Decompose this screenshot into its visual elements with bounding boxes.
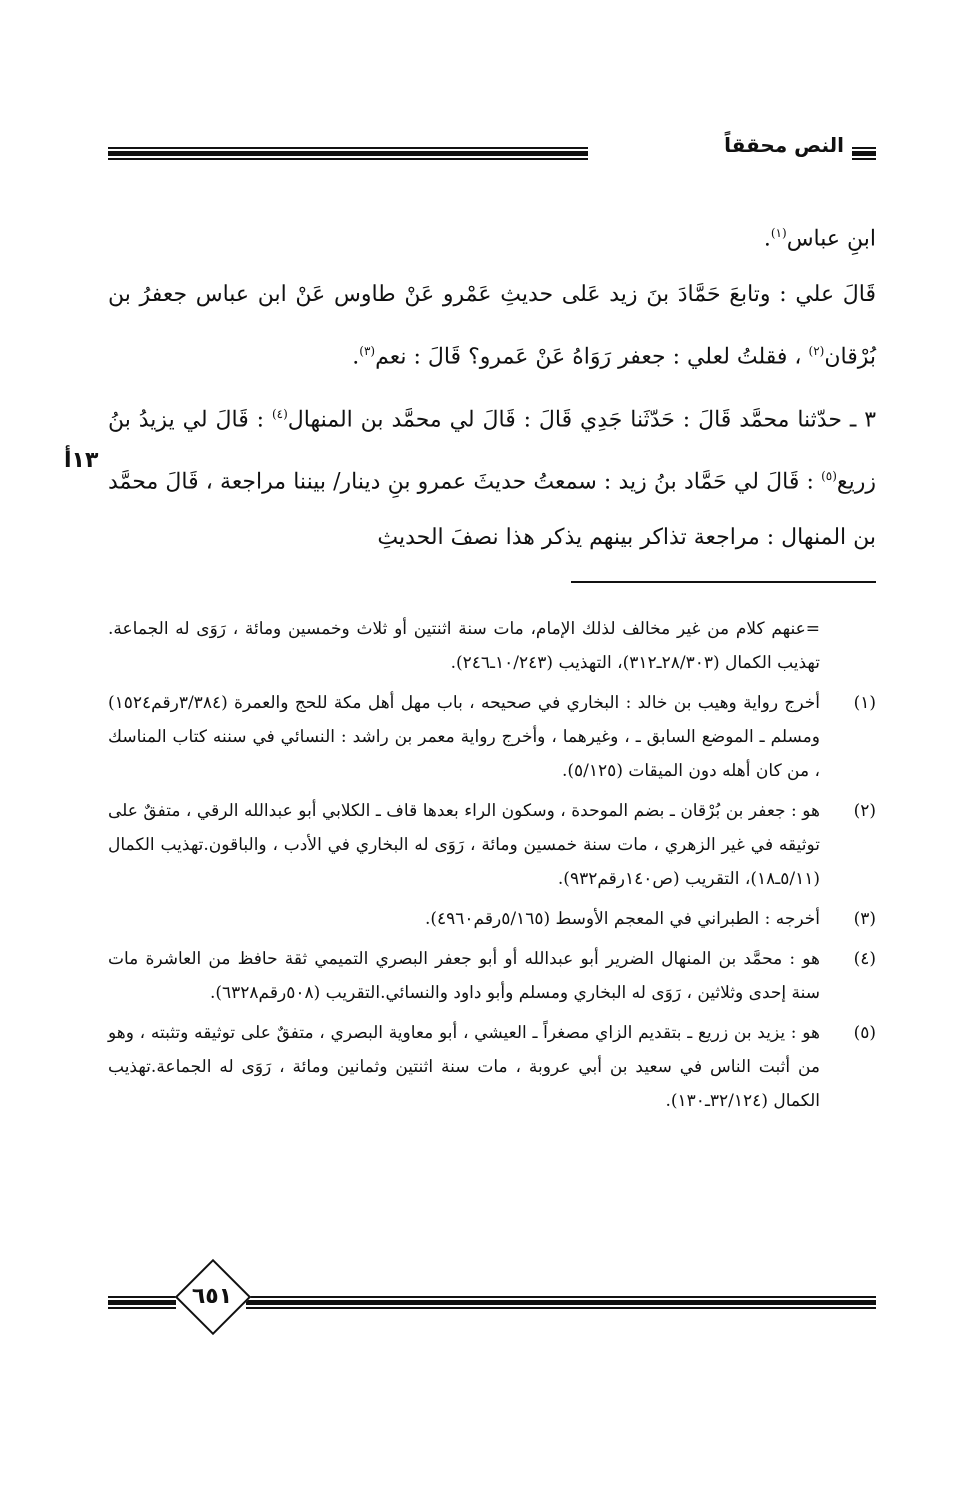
footnote-text: هو : جعفر بن بُرْقان ـ بضم الموحدة ، وسكون الراء بعدها قاف ـ الكلابي أبو عبدالله الرقي ، متفقٌ على توثيقه في غير الزهري ، مات سنة خمسين ومائة ، رَوَى له البخاري في الأدب ، والباقون.تهذيب الكمال (٥/١١ـ١٨)، التقريب (ص١٤٠رقم٩٣٢). bbox=[108, 801, 820, 889]
footnote-ref-2: (٢) bbox=[808, 344, 825, 359]
footnote-number: (٥) bbox=[853, 1023, 876, 1043]
footnote-text: هو : محمَّد بن المنهال الضرير أبو عبدالله أو أبو جعفر البصري التميمي ثقة حافظ من العاشرة مات سنة إحدى وثلاثين ، رَوَى له البخاري ومسلم وأبو داود والنسائي.التقريب (٥٠٨رقم٦٣٢٨). bbox=[108, 949, 820, 1003]
footnote-text: أخرجه : الطبراني في المعجم الأوسط (٥/١٦٥رقم٤٩٦٠). bbox=[424, 909, 820, 929]
paragraph-3-text-c: : قَالَ لي حَمَّاد بنُ زيد : سمعتُ حديثَ عمرو بنِ دينار/ بيننا مراجعة ، قَالَ محمَّد بن المنهال : مراجعة تذاكر بينهم يذكر هذا نصفَ الحديثِ bbox=[108, 469, 876, 551]
paragraph-2 bbox=[108, 267, 876, 385]
footnote-number: (٣) bbox=[853, 909, 876, 929]
paragraph-3 bbox=[108, 386, 876, 567]
header-rule-right bbox=[852, 147, 876, 162]
footnote-text: أخرج رواية وهيب بن خالد : البخاري في صحيحه ، باب مهل أهل مكة للحج والعمرة (٣/٣٨٤رقم١٥٢٤) ومسلم ـ الموضع السابق ـ ، وغيرهما ، وأخرج رواية معمر بن راشد : النسائي في سننه كتاب المناسك ، من كان أهله دون الميقات (٥/١٢٥). bbox=[108, 693, 820, 781]
footnote-ref-4: (٤) bbox=[271, 406, 288, 421]
paragraph-1-end: . bbox=[763, 226, 771, 252]
paragraph-2-text-a: قَالَ علي : وتابعَ حَمَّادَ بنَ زيد عَلى حديثِ عَمْرو عَنْ طاوس عَنْ ابن عباس جعفرُ بن بُرْقان bbox=[108, 282, 876, 370]
footnote-separator bbox=[571, 581, 876, 583]
running-header-title: النص محققاً bbox=[724, 133, 844, 157]
footnotes bbox=[108, 612, 876, 1124]
footnote-1 bbox=[108, 686, 876, 788]
page-number: ٦٥١ bbox=[191, 1284, 233, 1309]
paragraph-2-text-b: ، فقلتُ لعلي : جعفر رَوَاهُ عَنْ عَمرو؟ قَالَ : نعم bbox=[375, 344, 802, 370]
footnote-number: (٢) bbox=[853, 801, 876, 821]
footnote-ref-1: (١) bbox=[770, 226, 787, 240]
footnote-5 bbox=[108, 1016, 876, 1118]
footnote-3 bbox=[108, 902, 876, 936]
paragraph-2-end: . bbox=[352, 344, 360, 370]
main-text bbox=[108, 205, 876, 566]
footnote-continuation bbox=[108, 612, 876, 680]
footnote-number: (١) bbox=[853, 693, 876, 713]
footnote-ref-3: (٣) bbox=[359, 344, 376, 359]
footnote-4 bbox=[108, 942, 876, 1010]
footnote-ref-5: (٥) bbox=[821, 468, 837, 483]
paragraph-3-text-a: ٣ ـ حدّثنا محمَّد قَالَ : حَدّثَنا جَدِي قَالَ : قَالَ لي محمَّد بن المنهال bbox=[287, 406, 877, 432]
manuscript-folio-mark: ١٣أ bbox=[64, 448, 99, 473]
footnote-text: هو : يزيد بن زريع ـ بتقديم الزاي مصغراً ـ العيشي ، أبو معاوية البصري ، متفقٌ على توثيقه وتثبته ، وهو من أثبت الناس في سعيد بن أبي عروبة ، مات سنة اثنتين وثمانين ومائة ، رَوَى له الجماعة.تهذيب الكمال (٣٢/١٢٤ـ١٣٠). bbox=[108, 1023, 820, 1111]
footnote-number: (٤) bbox=[853, 949, 876, 969]
running-header bbox=[108, 133, 876, 173]
paragraph-1-text: ابنِ عباس bbox=[786, 226, 876, 252]
paragraph-3-text-b: : قَالَ لي يزيدُ بنُ زريع bbox=[108, 406, 876, 495]
paragraph-1 bbox=[108, 205, 876, 267]
page-footer bbox=[108, 1264, 876, 1344]
footer-rule-left bbox=[108, 1296, 176, 1311]
footnote-continuation-text: =عنهم كلام من غير مخالف لذلك الإمام، مات سنة اثنتين أو ثلاث وخمسين ومائة ، رَوَى له الجماعة. تهذيب الكمال (٢٨/٣٠٣ـ٣١٢)، التهذيب (١٠/٢٤٣ـ٢٤٦). bbox=[108, 619, 820, 673]
footnote-2 bbox=[108, 794, 876, 896]
header-rule-left bbox=[108, 147, 588, 162]
footer-rule-right bbox=[246, 1296, 876, 1311]
